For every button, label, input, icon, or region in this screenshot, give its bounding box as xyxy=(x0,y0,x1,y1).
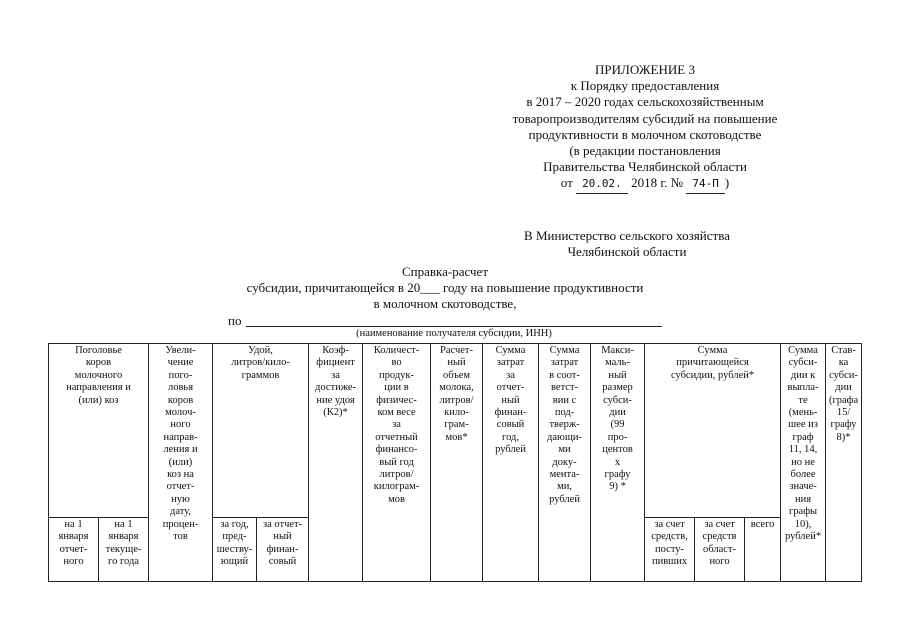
date-prefix: от xyxy=(560,175,573,191)
header-cell: Макси- маль- ный размер субси- дии (99 про- центов х графу 9) * xyxy=(591,344,645,582)
recipient-fill-line xyxy=(246,326,662,327)
date-year: 2018 г. № xyxy=(631,175,684,191)
recipient-label: по xyxy=(228,313,242,328)
header-cell: Расчет- ный объем молока, литров/ кило- грам- мов* xyxy=(431,344,483,582)
subheader-cell: за счет средств, посту- пивших xyxy=(645,518,695,582)
ministry-line-1: В Министерство сельского хозяйства xyxy=(524,228,730,243)
header-line: ПРИЛОЖЕНИЕ 3 xyxy=(595,62,695,77)
calculation-table xyxy=(48,343,862,582)
title-line-1: Справка-расчет xyxy=(401,264,489,279)
subheader-cell: на 1 января текуще- го года xyxy=(99,518,149,582)
document-title xyxy=(200,264,690,312)
handwritten-date: 20.02. xyxy=(576,176,628,193)
header-cell: Увели- чение пого- ловья коров молоч- ного направ- ления и (или) коз на отчет- ную дату, процен- тов xyxy=(149,344,213,582)
header-cell: Количест- во продук- ции в физичес- ком весе за отчетный финансо- вый год литров/ килограм- мов xyxy=(363,344,431,582)
header-date-line xyxy=(495,175,795,193)
header-cell: Став- ка субси- дии (графа 15/ графу 8)* xyxy=(826,344,862,582)
header-line: товаропроизводителям субсидий на повышение xyxy=(512,110,778,126)
recipient-caption: (наименование получателя субсидии, ИНН) xyxy=(356,328,552,339)
date-suffix: ) xyxy=(724,175,730,191)
header-cell: Сумма субси- дии к выпла- те (мень- шее из граф 11, 14, но не более значе- ния графы 10), рублей* xyxy=(781,344,826,582)
subheader-cell: за счет средств област- ного xyxy=(695,518,745,582)
table-header-row xyxy=(49,344,862,518)
header-line: к Порядку предоставления xyxy=(570,78,720,94)
subheader-cell: за год, пред- шеству- ющий xyxy=(213,518,257,582)
appendix-header xyxy=(495,62,795,194)
addressee xyxy=(477,228,777,260)
header-line: (в редакции постановления xyxy=(569,143,721,159)
header-line: Правительства Челябинской области xyxy=(543,159,747,175)
subheader-cell: за отчет- ный финан- совый xyxy=(257,518,309,582)
ministry-line-2: Челябинской области xyxy=(567,244,687,259)
subheader-cell: на 1 января отчет- ного xyxy=(49,518,99,582)
header-cell: Удой, литров/кило- граммов xyxy=(213,344,309,518)
subheader-cell: всего xyxy=(745,518,781,582)
header-cell: Сумма затрат за отчет- ный финан- совый год, рублей xyxy=(483,344,539,582)
header-cell: Сумма причитающейся субсидии, рублей* xyxy=(645,344,781,518)
header-line: продуктивности в молочном скотоводстве xyxy=(528,126,762,142)
header-cell: Коэф- фициент за достиже- ние удоя (К2)* xyxy=(309,344,363,582)
title-line-3: в молочном скотоводстве, xyxy=(373,296,517,311)
title-line-2: субсидии, причитающейся в 20___ году на повышение продуктивности xyxy=(246,280,644,295)
handwritten-number: 74-П xyxy=(686,176,725,193)
header-cell: Сумма затрат в соот- ветст- вии с под- тверж- дающи- ми доку- мента- ми, рублей xyxy=(539,344,591,582)
header-cell: Поголовье коров молочного направления и (или) коз xyxy=(49,344,149,518)
header-line: в 2017 – 2020 годах сельскохозяйственным xyxy=(526,94,764,110)
